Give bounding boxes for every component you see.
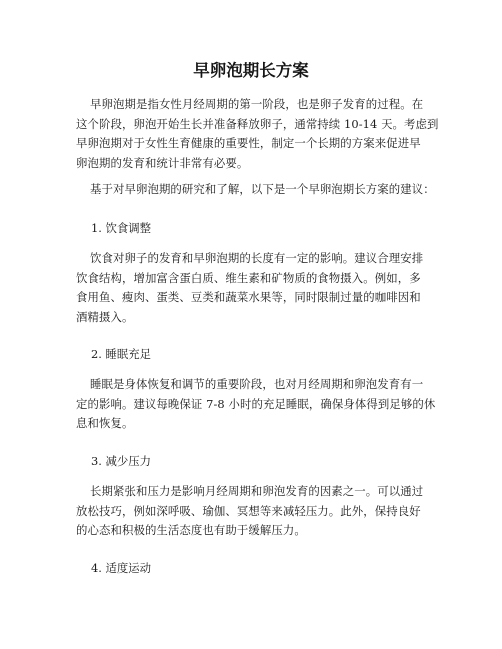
section-paragraph-sleep: [76, 375, 436, 434]
paragraph-line: 食用鱼、瘦肉、蛋类、豆类和蔬菜水果等，同时限制过量的咖啡因和: [76, 290, 421, 305]
section-heading-sleep: 2. 睡眠充足: [91, 347, 152, 361]
section-paragraph-diet: [76, 249, 436, 327]
lead-line: 基于对早卵泡期的研究和了解，以下是一个早卵泡期长方案的建议：: [90, 182, 435, 196]
paragraph-line: 定的影响。建议每晚保证 7-8 小时的充足睡眠，确保身体得到足够的休: [76, 396, 436, 411]
paragraph-line: 息和恢复。: [76, 416, 134, 431]
paragraph-line: 睡眠是身体恢复和调节的重要阶段，也对月经周期和卵泡发育有一: [90, 377, 424, 391]
section-heading-exercise: 4. 适度运动: [91, 561, 152, 575]
document-title: 早卵泡期长方案: [193, 61, 309, 80]
paragraph-line: 饮食对卵子的发育和早卵泡期的长度有一定的影响。建议合理安排: [90, 251, 424, 265]
paragraph-line: 的心态和积极的生活态度也有助于缓解压力。: [76, 523, 306, 538]
intro-line: 早卵泡期对于女性生育健康的重要性，制定一个长期的方案来促进早: [76, 136, 421, 151]
paragraph-line: 饮食结构，增加富含蛋白质、维生素和矿物质的食物摄入。例如，多: [76, 270, 421, 285]
intro-line: 卵泡期的发育和统计非常有必要。: [76, 155, 249, 170]
paragraph-line: 长期紧张和压力是影响月经周期和卵泡发育的因素之一。可以通过: [90, 484, 424, 498]
intro-line: 早卵泡期是指女性月经周期的第一阶段，也是卵子发育的过程。在: [90, 97, 424, 111]
intro-paragraph: [76, 95, 439, 173]
intro-line: 这个阶段，卵泡开始生长并准备释放卵子，通常持续 10-14 天。考虑到: [76, 116, 439, 131]
section-heading-stress: 3. 减少压力: [91, 454, 152, 468]
section-heading-diet: 1. 饮食调整: [91, 221, 152, 235]
lead-paragraph: [76, 180, 436, 200]
section-paragraph-stress: [76, 482, 436, 541]
paragraph-line: 放松技巧，例如深呼吸、瑜伽、冥想等来减轻压力。此外，保持良好: [76, 503, 421, 518]
paragraph-line: 酒精摄入。: [76, 309, 134, 324]
